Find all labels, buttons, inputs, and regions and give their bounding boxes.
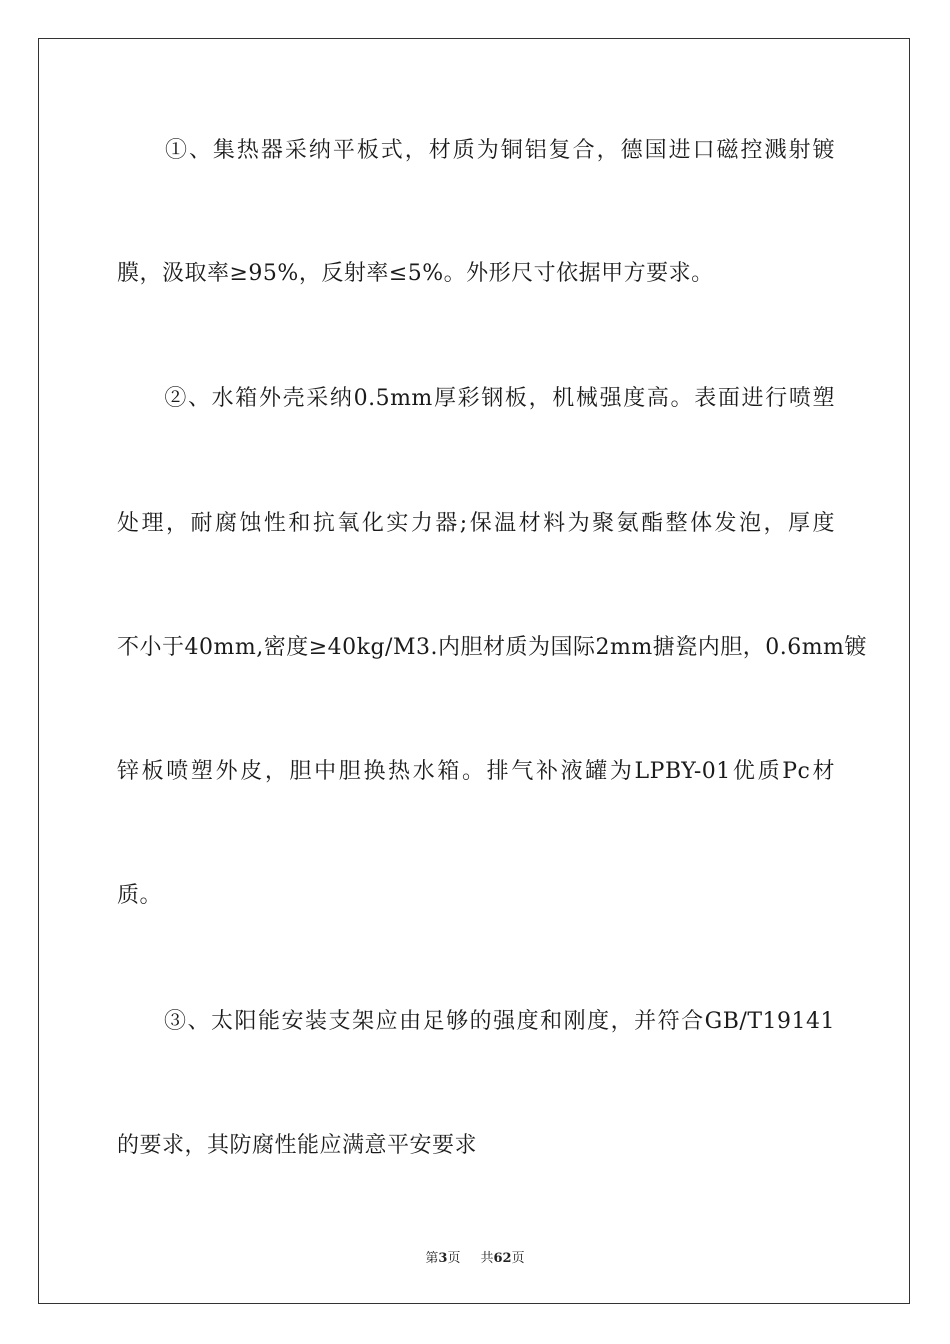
total-page-number: 62	[493, 1251, 512, 1266]
paragraph-2-line-4: 锌板喷塑外皮，胆中胆换热水箱。排气补液罐为LPBY-01优质Pc材	[117, 759, 835, 784]
page-prefix: 第	[425, 1251, 439, 1266]
page-suffix: 页	[447, 1251, 461, 1266]
page-footer	[0, 1247, 950, 1266]
paragraph-2-line-3: 不小于40mm,密度≥40kg/M3.内胆材质为国际2mm搪瓷内胆，0.6mm镀	[117, 635, 867, 660]
paragraph-3-line-1: ③、太阳能安装支架应由足够的强度和刚度，并符合GB/T19141	[117, 1009, 835, 1034]
paragraph-2-line-5: 质。	[117, 883, 163, 908]
paragraph-1-line-2: 膜，汲取率≥95%，反射率≤5%。外形尺寸依据甲方要求。	[117, 261, 714, 286]
total-suffix: 页	[511, 1251, 525, 1266]
paragraph-1-line-1: ①、集热器采纳平板式，材质为铜铝复合，德国进口磁控溅射镀	[117, 138, 835, 163]
paragraph-2-line-2: 处理，耐腐蚀性和抗氧化实力器;保温材料为聚氨酯整体发泡，厚度	[117, 511, 835, 536]
paragraph-3-line-2: 的要求，其防腐性能应满意平安要求	[117, 1133, 478, 1158]
page-border	[38, 38, 910, 1304]
paragraph-2-line-1: ②、水箱外壳采纳0.5mm厚彩钢板，机械强度高。表面进行喷塑	[117, 386, 835, 411]
total-prefix: 共	[480, 1251, 494, 1266]
current-page-number: 3	[438, 1251, 448, 1266]
